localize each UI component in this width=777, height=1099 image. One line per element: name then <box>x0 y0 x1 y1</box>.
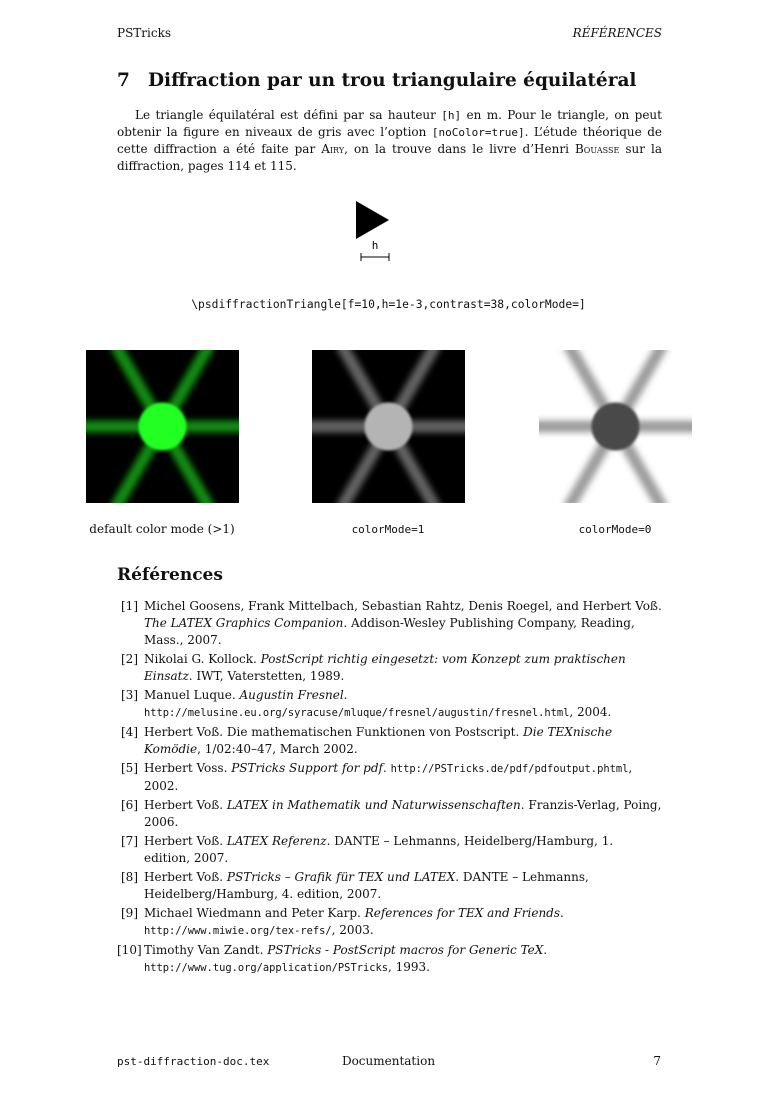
command-line: \psdiffractionTriangle[f=10,h=1e-3,contrast=38,colorMode=] <box>191 298 586 311</box>
reference-item <box>117 760 662 795</box>
code-h: [h] <box>441 109 462 122</box>
reference-authors: Herbert Voss. <box>144 761 232 775</box>
reference-year: , 2003. <box>331 923 374 937</box>
reference-item <box>117 905 662 940</box>
reference-label: [1] <box>121 599 138 613</box>
triangle-shape <box>356 201 389 239</box>
central-maximum <box>592 403 640 451</box>
reference-authors: Manuel Luque. <box>144 688 240 702</box>
caption-colormode-1: colorMode=1 <box>351 523 425 536</box>
reference-item <box>117 651 662 685</box>
reference-authors: Michael Wiedmann and Peter Karp. <box>144 906 365 920</box>
reference-item <box>117 598 662 649</box>
reference-details: . <box>382 761 391 775</box>
caption-default: default color mode (>1) <box>89 522 235 536</box>
reference-title: PSTricks – Grafik für TEX und LATEX <box>226 870 456 884</box>
reference-details: , 1/02:40–47, March 2002. <box>197 742 358 756</box>
diffraction-image-colormode-0 <box>539 350 692 503</box>
reference-authors: Timothy Van Zandt. <box>144 943 268 957</box>
reference-title: References for TEX and Friends <box>364 906 561 920</box>
reference-details: . Franzis-Verlag, Poing, 2006. <box>144 798 662 829</box>
reference-year: , 2004. <box>569 705 612 719</box>
reference-label: [6] <box>121 798 138 812</box>
reference-url[interactable]: http://www.miwie.org/tex-refs/ <box>144 925 332 937</box>
reference-year: , 1993. <box>387 960 430 974</box>
reference-authors: Herbert Voß. <box>144 798 227 812</box>
name-airy: Airy <box>321 142 345 156</box>
reference-url[interactable]: http://www.tug.org/application/PSTricks <box>144 962 388 974</box>
diffraction-image-colormode-1 <box>312 350 465 503</box>
page-number: 7 <box>653 1054 661 1068</box>
references-heading: Références <box>117 565 223 585</box>
intro-paragraph: Le triangle équilatéral est défini par sa hauteur [h] en m. Pour le triangle, on peut obtenir la figure en niveaux de gris avec l’option [noColor=true]. L’étude théorique de cette diffraction a été faite par Airy, on la trouve dans le livre d’Henri Bouasse sur la diffraction, pages 114 et 115. <box>117 108 662 173</box>
reference-title: Augustin Fresnel <box>239 688 344 702</box>
reference-label: [4] <box>121 725 138 739</box>
reference-details: . IWT, Vaterstetten, 1989. <box>188 669 345 683</box>
reference-authors: Nikolai G. Kollock. <box>144 652 261 666</box>
reference-year: , 2002. <box>144 761 633 793</box>
reference-details: . DANTE – Lehmanns, Heidelberg/Hamburg, 1. edition, 2007. <box>144 834 614 865</box>
reference-label: [5] <box>121 761 138 775</box>
reference-title: Die TEXnische Komödie <box>144 725 613 756</box>
section-title <box>117 70 636 91</box>
height-label: h <box>371 239 379 252</box>
section-title-text: Diffraction par un trou triangulaire équilatéral <box>148 70 637 91</box>
reference-label: [8] <box>121 870 138 884</box>
reference-details: . <box>543 943 548 957</box>
reference-item <box>117 833 662 867</box>
reference-url[interactable]: http://melusine.eu.org/syracuse/mluque/fresnel/augustin/fresnel.html <box>144 707 570 719</box>
triangle-aperture-figure <box>350 197 395 267</box>
reference-title: PostScript richtig eingesetzt: vom Konzept zum praktischen Einsatz <box>144 652 626 683</box>
reference-label: [2] <box>121 652 138 666</box>
section-number: 7 <box>117 70 130 91</box>
reference-details: . <box>343 688 348 702</box>
reference-url[interactable]: http://PSTricks.de/pdf/pdfoutput.phtml <box>390 763 629 775</box>
central-maximum <box>365 403 413 451</box>
reference-authors: Herbert Voß. <box>144 834 227 848</box>
reference-details: . DANTE – Lehmanns, Heidelberg/Hamburg, 4. edition, 2007. <box>144 870 589 901</box>
reference-title: PSTricks - PostScript macros for Generic TeX <box>267 943 544 957</box>
footer-center: Documentation <box>341 1054 436 1068</box>
reference-details: . Addison-Wesley Publishing Company, Reading, Mass., 2007. <box>144 616 635 647</box>
reference-item <box>117 942 662 977</box>
reference-authors: Herbert Voß. Die mathematischen Funktionen von Postscript. <box>144 725 524 739</box>
reference-label: [10] <box>117 943 142 957</box>
diffraction-image-default <box>86 350 239 503</box>
running-header-left: PSTricks <box>117 26 172 40</box>
caption-colormode-0: colorMode=0 <box>578 523 652 536</box>
reference-title: The LATEX Graphics Companion <box>144 616 344 630</box>
reference-authors: Herbert Voß. <box>144 870 227 884</box>
reference-title: LATEX Referenz <box>226 834 327 848</box>
reference-label: [9] <box>121 906 138 920</box>
central-maximum <box>139 403 187 451</box>
reference-authors: Michel Goosens, Frank Mittelbach, Sebastian Rahtz, Denis Roegel, and Herbert Voß. <box>144 599 662 613</box>
footer-filename: pst-diffraction-doc.tex <box>117 1055 270 1068</box>
reference-item <box>117 869 662 903</box>
reference-title: LATEX in Mathematik und Naturwissenschaften <box>226 798 521 812</box>
reference-details: . <box>560 906 564 920</box>
code-nocolor: [noColor=true] <box>431 126 525 139</box>
reference-item <box>117 797 662 831</box>
reference-label: [7] <box>121 834 138 848</box>
reference-label: [3] <box>121 688 138 702</box>
running-header-right: RÉFÉRENCES <box>572 26 662 40</box>
reference-item <box>117 687 662 722</box>
reference-item <box>117 724 662 758</box>
reference-title: PSTricks Support for pdf <box>231 761 383 775</box>
name-bouasse: Bouasse <box>574 142 620 156</box>
references-list <box>117 598 662 979</box>
